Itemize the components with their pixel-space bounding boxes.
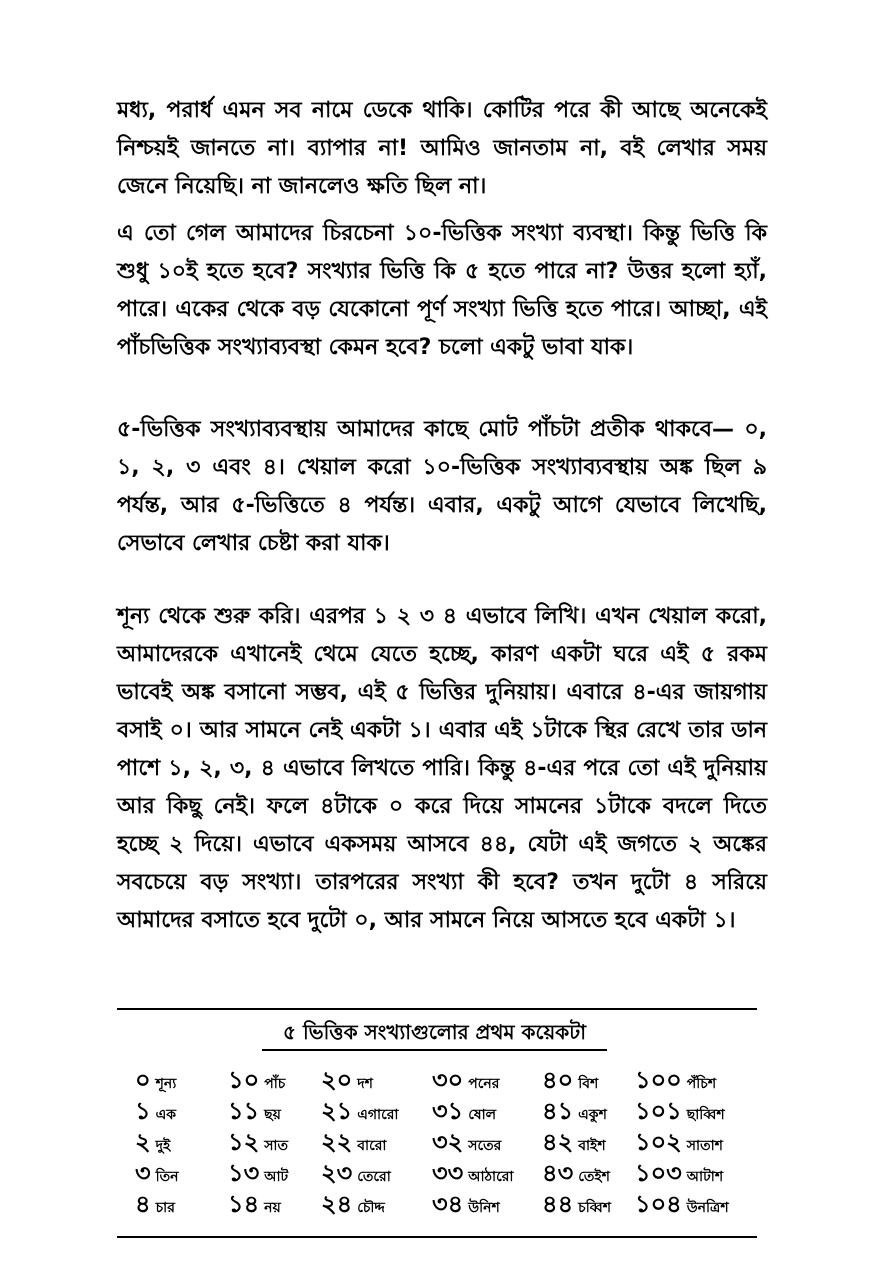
base5-numeral: ১১ <box>228 1096 260 1125</box>
base5-number-table <box>135 1066 775 1221</box>
base5-numeral: ২৩ <box>321 1158 353 1187</box>
base5-numeral: ২২ <box>321 1127 353 1156</box>
decimal-word: তেইশ <box>578 1168 610 1185</box>
base5-numeral: ১ <box>135 1096 151 1125</box>
decimal-word: শূন্য <box>155 1075 177 1092</box>
base5-numeral: ১০১ <box>635 1096 682 1125</box>
decimal-word: এক <box>155 1106 177 1123</box>
base5-numeral: ১২ <box>228 1127 260 1156</box>
decimal-word: চব্বিশ <box>578 1199 612 1216</box>
base5-numeral: ১৩ <box>228 1158 260 1187</box>
base5-numeral: ৪০ <box>542 1065 574 1094</box>
decimal-word: পনের <box>468 1075 500 1092</box>
base5-numeral: ৩ <box>135 1158 151 1187</box>
base5-numeral: ১০ <box>228 1065 260 1094</box>
base5-numeral: ৩২ <box>432 1127 464 1156</box>
base5-numeral: ৩৪ <box>432 1189 464 1218</box>
base5-numeral: ৩৩ <box>432 1158 464 1187</box>
decimal-word: এগারো <box>357 1106 399 1123</box>
base5-numeral: ২ <box>135 1127 151 1156</box>
decimal-word: ছয় <box>264 1106 281 1123</box>
paragraph-2: এ তো গেল আমাদের চিরচেনা ১০-ভিত্তিক সংখ্যা ব্যবস্থা। কিন্তু ভিত্তি কি শুধু ১০ই হতে হবে? সংখ্যার ভিত্তি কি ৫ হতে পারে না? উত্তর হলো হ্যাঁ, পারে। একের থেকে বড় যেকোনো পূর্ণ সংখ্যা ভিত্তি হতে পারে। আচ্ছা, এই পাঁচভিত্তিক সংখ্যাব্যবস্থা কেমন হবে? চলো একটু ভাবা যাক। <box>117 221 767 360</box>
decimal-word: সাতাশ <box>686 1137 723 1154</box>
decimal-word: দুই <box>155 1137 171 1154</box>
base5-numeral: ৪৪ <box>542 1189 574 1218</box>
base5-numeral: ৩১ <box>432 1096 464 1125</box>
decimal-word: উনত্রিশ <box>686 1199 729 1216</box>
base5-numeral: ৪ <box>135 1189 151 1218</box>
paragraph-4: শূন্য থেকে শুরু করি। এরপর ১ ২ ৩ ৪ এভাবে লিখি। এখন খেয়াল করো, আমাদেরকে এখানেই থেমে যেতে হচ্ছে, কারণ একটা ঘরে এই ৫ রকম ভাবেই অঙ্ক বসানো সম্ভব, এই ৫ ভিত্তির দুনিয়ায়। এবারে ৪-এর জায়গায় বসাই ০। আর সামনে নেই একটা ১। এবার এই ১টাকে স্থির রেখে তার ডান পাশে ১, ২, ৩, ৪ এভাবে লিখতে পারি। কিন্তু ৪-এর পরে তো এই দুনিয়ায় আর কিছু নেই। ফলে ৪টাকে ০ করে দিয়ে সামনের ১টাকে বদলে দিতে হচ্ছে ২ দিয়ে। এভাবে একসময় আসবে ৪৪, যেটা এই জগতে ২ অঙ্কের সবচেয়ে বড় সংখ্যা। তারপরের সংখ্যা কী হবে? তখন দুটো ৪ সরিয়ে আমাদের বসাতে হবে দুটো ০, আর সামনে নিয়ে আসতে হবে একটা ১। <box>117 604 767 933</box>
table-top-rule <box>117 1008 757 1010</box>
decimal-word: আটাশ <box>686 1168 724 1185</box>
table-cell <box>321 1186 432 1226</box>
table-cell <box>635 1186 775 1226</box>
base5-numeral: ৪২ <box>542 1127 574 1156</box>
decimal-word: চৌদ্দ <box>357 1199 385 1216</box>
base5-numeral: ১০৪ <box>635 1189 682 1218</box>
base5-numeral: ২১ <box>321 1096 353 1125</box>
base5-numeral: ১০৩ <box>635 1158 682 1187</box>
table-bottom-rule <box>117 1236 757 1238</box>
decimal-word: বিশ <box>578 1075 599 1092</box>
decimal-word: পঁচিশ <box>686 1075 717 1092</box>
decimal-word: তেরো <box>357 1168 391 1185</box>
decimal-word: চার <box>155 1199 175 1216</box>
table-cell <box>228 1186 321 1226</box>
base5-numeral: ২৪ <box>321 1189 353 1218</box>
base5-numeral: ১৪ <box>228 1189 260 1218</box>
table-row <box>135 1190 775 1221</box>
decimal-word: দশ <box>357 1075 373 1092</box>
base5-numeral: ৩০ <box>432 1065 464 1094</box>
table-caption: ৫ ভিত্তিক সংখ্যাগুলোর প্রথম কয়েকটা <box>262 1018 607 1051</box>
base5-numeral: ৪১ <box>542 1096 574 1125</box>
decimal-word: সতের <box>468 1137 502 1154</box>
table-cell <box>542 1186 635 1226</box>
decimal-word: একুশ <box>578 1106 607 1123</box>
decimal-word: নয় <box>264 1199 281 1216</box>
base5-numeral: ২০ <box>321 1065 353 1094</box>
decimal-word: উনিশ <box>468 1199 500 1216</box>
table-cell <box>135 1186 228 1226</box>
base5-numeral: ১০২ <box>635 1127 682 1156</box>
decimal-word: ছাব্বিশ <box>686 1106 725 1123</box>
decimal-word: পাঁচ <box>264 1075 286 1092</box>
paragraph-3: ৫-ভিত্তিক সংখ্যাব্যবস্থায় আমাদের কাছে মোট পাঁচটা প্রতীক থাকবে— ০, ১, ২, ৩ এবং ৪। খেয়াল করো ১০-ভিত্তিক সংখ্যাব্যবস্থায় অঙ্ক ছিল ৯ পর্যন্ত, আর ৫-ভিত্তিতে ৪ পর্যন্ত। এবার, একটু আগে যেভাবে লিখেছি, সেভাবে লেখার চেষ্টা করা যাক। <box>117 417 767 556</box>
table-cell <box>432 1186 542 1226</box>
decimal-word: আট <box>264 1168 289 1185</box>
paragraph-1: মধ্য, পরার্ধ এমন সব নামে ডেকে থাকি। কোটির পরে কী আছে অনেকেই নিশ্চয়ই জানতে না। ব্যাপার না! আমিও জানতাম না, বই লেখার সময় জেনে নিয়েছি। না জানলেও ক্ষতি ছিল না। <box>117 98 767 199</box>
decimal-word: সাত <box>264 1137 289 1154</box>
decimal-word: বাইশ <box>578 1137 606 1154</box>
base5-numeral: ১০০ <box>635 1065 682 1094</box>
decimal-word: আঠারো <box>468 1168 514 1185</box>
decimal-word: তিন <box>155 1168 179 1185</box>
decimal-word: ষোল <box>468 1106 497 1123</box>
base5-numeral: ০ <box>135 1065 151 1094</box>
decimal-word: বারো <box>357 1137 387 1154</box>
base5-numeral: ৪৩ <box>542 1158 574 1187</box>
